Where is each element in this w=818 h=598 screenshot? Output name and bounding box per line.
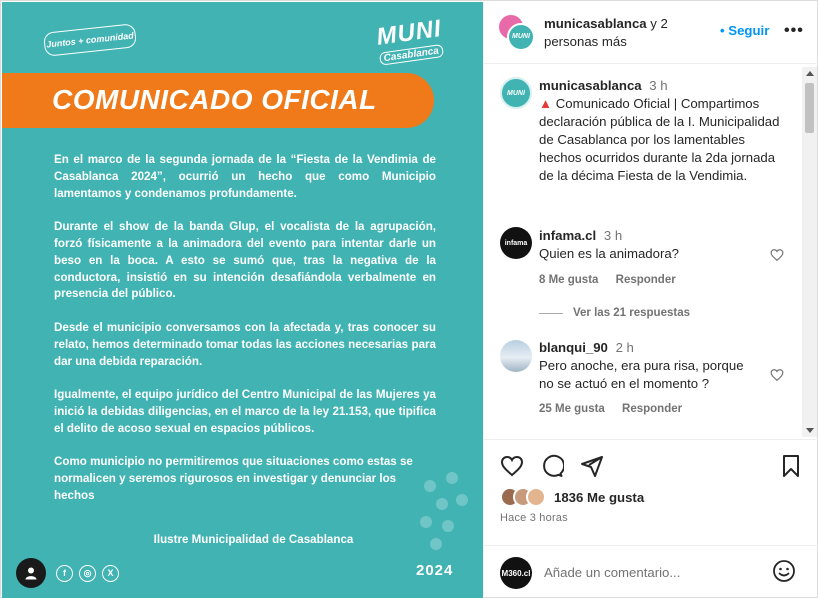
liker-avatars (500, 487, 548, 507)
comment-username[interactable]: blanqui_90 (539, 340, 608, 355)
comment-time: 2 h (615, 340, 634, 355)
caption-text: Comunicado Oficial | Compartimos declaración pública de la I. Municipalidad de Casablanca por los lamentables hechos ocurridos durante la 2da jornada de la décima Fiesta de la Vendimia. (539, 96, 780, 183)
comment-input[interactable] (544, 559, 744, 585)
follow-button[interactable] (720, 23, 769, 38)
muni-logo (375, 17, 450, 70)
comment-username[interactable]: infama.cl (539, 228, 597, 243)
post-header (484, 2, 818, 64)
instagram-icon[interactable]: ◎ (79, 565, 96, 582)
facebook-icon[interactable]: f (56, 565, 73, 582)
comment-time: 3 h (603, 228, 623, 243)
comment-text: Pero anoche, era pura risa, porque no se actuó en el momento ? (539, 358, 744, 391)
view-replies-label: Ver las 21 respuestas (573, 307, 690, 319)
heart-icon[interactable] (500, 454, 524, 478)
banner-title: COMUNICADO OFICIAL (52, 84, 377, 115)
username-link[interactable]: municasablanca (544, 15, 647, 31)
collab-avatars[interactable] (499, 15, 535, 51)
year-label: 2024 (416, 562, 454, 579)
scrollbar-thumb[interactable] (805, 83, 814, 133)
avatar: MUNI (507, 23, 535, 51)
comment-text: Quien es la animadora? (539, 246, 680, 261)
caption (539, 77, 789, 185)
scroll-up-icon[interactable] (806, 71, 814, 76)
comments-scrollbar[interactable] (802, 67, 817, 437)
likes-count[interactable]: 1836 Me gusta (554, 489, 645, 505)
avatar[interactable] (500, 227, 532, 259)
comment-meta (539, 274, 690, 286)
juntos-badge: Juntos + comunidad (43, 23, 137, 56)
avatar-text: MUNI (507, 89, 525, 97)
collab-text: y 2 personas más (544, 15, 668, 49)
avatar-text: infama (504, 239, 528, 247)
user-icon[interactable] (16, 558, 46, 588)
x-icon[interactable]: X (102, 565, 119, 582)
follow-label: Seguir (728, 23, 770, 38)
more-options-icon[interactable]: ••• (784, 22, 804, 39)
avatar (526, 487, 546, 507)
paragraph: En el marco de la segunda jornada de la “Fiesta de la Vendimia de Casablanca 2024”, ocurrió un hecho que como Municipio lamentamos y condenamos profundamente. (54, 153, 436, 200)
post-actions (484, 439, 818, 539)
share-icon[interactable] (580, 454, 604, 478)
header-usernames[interactable] (544, 15, 694, 51)
paragraph: Durante el show de la banda Glup, el vocalista de la agrupación, forzó físicamente a la animadora del evento para intentar darle un beso en la boca. A esto se sumó que, tras la negativa de la conductora, insistió en su intención desafiándola verbalmente en presencia del público. (54, 220, 436, 301)
comment (539, 227, 759, 263)
scroll-down-icon[interactable] (806, 428, 814, 433)
logo-muni: MUNI (374, 15, 444, 51)
signature: Ilustre Municipalidad de Casablanca (153, 533, 354, 546)
post-time: Hace 3 horas (500, 512, 568, 524)
reply-button[interactable]: Responder (622, 403, 683, 415)
paragraph: Desde el municipio conversamos con la afectada y, tras conocer su relato, hemos determinado tomar todas las acciones necesarias para dar una debida reparación. (54, 320, 436, 368)
avatar[interactable] (500, 340, 532, 372)
bookmark-icon[interactable] (779, 454, 803, 478)
caption-time: 3 h (649, 78, 668, 93)
logo-casablanca: Casablanca (379, 44, 444, 66)
add-comment-bar (484, 545, 818, 598)
avatar[interactable] (500, 77, 532, 109)
reply-button[interactable]: Responder (615, 274, 676, 286)
comment-likes[interactable]: 8 Me gusta (539, 274, 599, 286)
emoji-icon[interactable] (772, 559, 796, 583)
post-image[interactable] (2, 2, 483, 598)
comment (539, 339, 759, 393)
comment-like-icon[interactable] (770, 248, 784, 262)
post-sidebar (483, 2, 818, 598)
social-links (16, 558, 119, 588)
comment-meta (539, 403, 696, 415)
comment-icon[interactable] (540, 454, 564, 478)
divider (539, 313, 563, 314)
avatar: M360.cl (500, 557, 532, 589)
comment-likes[interactable]: 25 Me gusta (539, 403, 605, 415)
paragraph: Como municipio no permitiremos que situaciones como estas se normalicen y seremos rigurosos en investigar y denunciar los hechos (54, 455, 413, 502)
paragraph: Igualmente, el equipo jurídico del Centro Municipal de las Mujeres ya inició la debidas diligencias, en el marco de la ley 21.153, que tipifica el delito de acoso sexual en espacios públicos. (54, 388, 436, 435)
view-replies[interactable] (539, 307, 690, 319)
caption-username[interactable]: municasablanca (539, 78, 642, 93)
likes-row[interactable] (500, 487, 644, 507)
warning-icon: ▲ (539, 96, 553, 111)
statement-body (54, 152, 436, 522)
comment-like-icon[interactable] (770, 368, 784, 382)
title-banner (2, 73, 434, 128)
comments-list[interactable] (484, 65, 818, 437)
follow-bullet: • (720, 23, 725, 38)
